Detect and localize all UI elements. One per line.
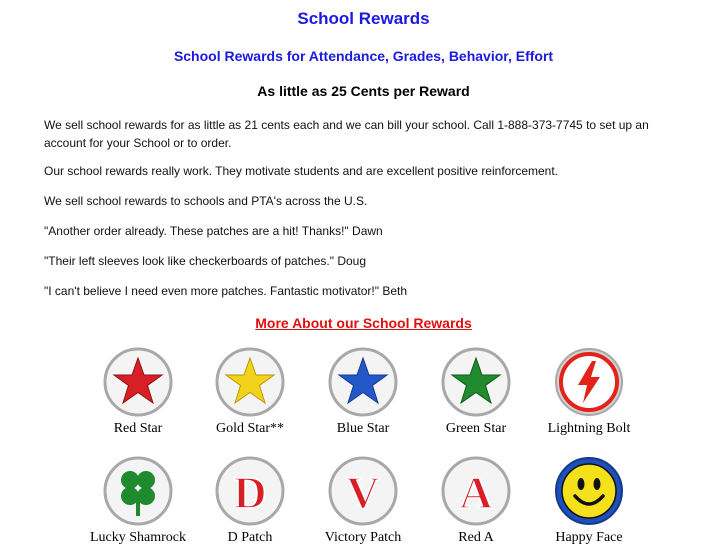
shamrock-patch-icon [103, 456, 173, 526]
reward-label: Lucky Shamrock [89, 530, 187, 545]
intro-paragraph: We sell school rewards for as little as 21 cents each and we can bill your school. Call 1-888-373-7745 to set up an account for your School or to order. [44, 118, 649, 150]
reward-lightning-bolt[interactable] [534, 347, 644, 437]
page-subtitle: School Rewards for Attendance, Grades, Behavior, Effort [173, 48, 554, 64]
gold-star-patch-icon [215, 347, 285, 417]
reward-green-star[interactable] [421, 347, 531, 437]
lightning-bolt-patch-icon [554, 347, 624, 417]
customers-paragraph: We sell school rewards to schools and PTA's across the U.S. [44, 194, 368, 208]
reward-red-a[interactable] [421, 456, 531, 546]
price-headline: As little as 25 Cents per Reward [257, 83, 470, 99]
reward-lucky-shamrock[interactable] [83, 456, 193, 546]
reward-label: Happy Face [555, 530, 623, 545]
benefit-paragraph: Our school rewards really work. They motivate students and are excellent positive reinforcement. [44, 164, 559, 178]
reward-red-star[interactable] [83, 347, 193, 437]
svg-text:V: V [346, 467, 380, 518]
more-about-rewards-link[interactable]: More About our School Rewards [255, 315, 472, 331]
reward-blue-star[interactable] [308, 347, 418, 437]
v-letter-patch-icon [328, 456, 398, 526]
testimonial-beth: "I can't believe I need even more patches. Fantastic motivator!" Beth [44, 284, 407, 298]
d-letter-patch-icon [215, 456, 285, 526]
reward-victory-patch[interactable] [308, 456, 418, 546]
reward-label: Red Star [113, 421, 163, 436]
svg-text:D: D [233, 467, 267, 518]
blue-star-patch-icon [328, 347, 398, 417]
reward-gold-star[interactable] [195, 347, 305, 437]
reward-label: Gold Star** [215, 421, 285, 436]
happy-face-patch-icon [554, 456, 624, 526]
svg-text:A: A [459, 467, 493, 518]
reward-label: Lightning Bolt [547, 421, 631, 436]
reward-label: Red A [458, 530, 494, 545]
page-title: School Rewards [297, 9, 430, 28]
reward-label: Green Star [445, 421, 507, 436]
reward-label: Victory Patch [324, 530, 402, 545]
reward-d-patch[interactable] [195, 456, 305, 546]
reward-label: Blue Star [336, 421, 390, 436]
reward-happy-face[interactable] [534, 456, 644, 546]
testimonial-doug: "Their left sleeves look like checkerboards of patches." Doug [44, 254, 367, 268]
testimonial-dawn: "Another order already. These patches are a hit! Thanks!" Dawn [44, 224, 383, 238]
red-star-patch-icon [103, 347, 173, 417]
a-letter-patch-icon [441, 456, 511, 526]
green-star-patch-icon [441, 347, 511, 417]
reward-label: D Patch [227, 530, 273, 545]
